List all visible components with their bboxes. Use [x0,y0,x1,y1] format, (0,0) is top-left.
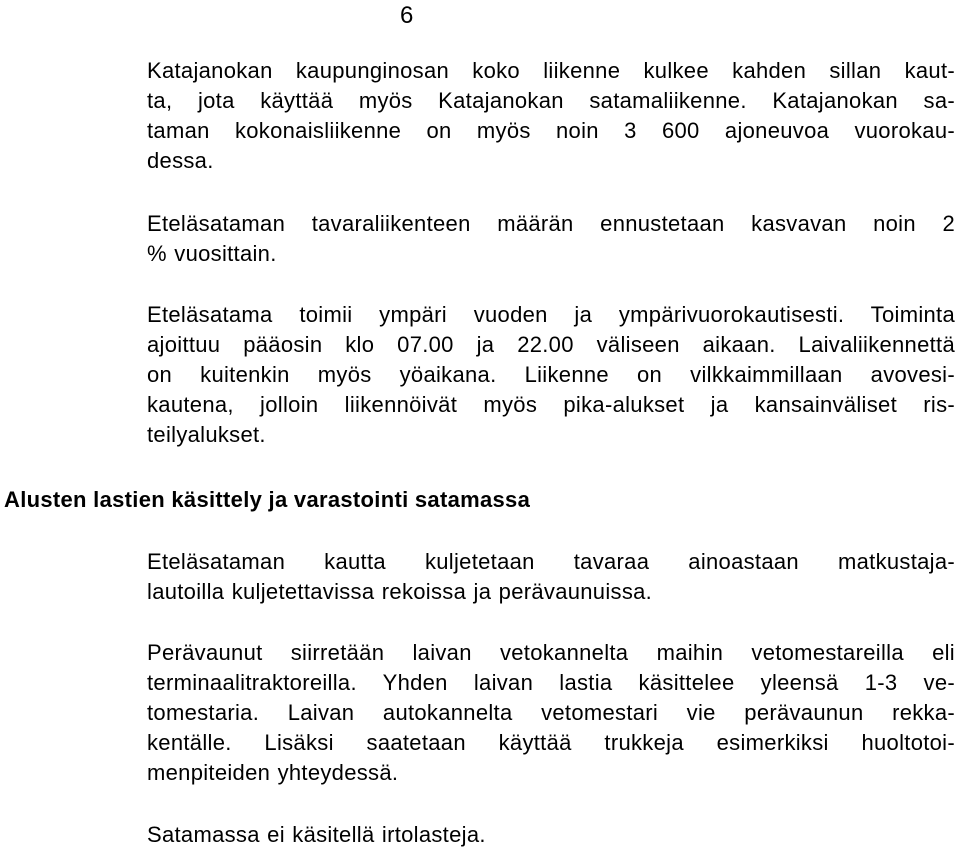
text-line: Satamassa ei käsitellä irtolasteja. [147,822,486,847]
text-line: ajoittuu pääosin klo 07.00 ja 22.00 väliseen aikaan. Laivaliikennettä [147,332,955,357]
text-line: on kuitenkin myös yöaikana. Liikenne on vilkkaimmillaan avovesi- [147,362,955,387]
paragraph-freight-forecast [147,209,955,269]
paragraph-operating-hours [147,300,955,450]
text-line: dessa. [147,148,214,173]
text-line: taman kokonaisliikenne on myös noin 3 600 ajoneuvoa vuorokau- [147,118,955,143]
text-line: % vuosittain. [147,241,277,266]
text-line: Eteläsataman tavaraliikenteen määrän ennustetaan kasvavan noin 2 [147,211,955,236]
text-line: Katajanokan kaupunginosan koko liikenne kulkee kahden sillan kaut- [147,58,955,83]
paragraph-bulk-cargo [147,820,486,850]
text-line: terminaalitraktoreilla. Yhden laivan lastia käsittelee yleensä 1-3 ve- [147,670,955,695]
section-heading: Alusten lastien käsittely ja varastointi satamassa [4,487,531,512]
text-line: menpiteiden yhteydessä. [147,760,399,785]
page-number: 6 [400,2,414,29]
text-line: Eteläsatama toimii ympäri vuoden ja ympärivuorokautisesti. Toiminta [147,302,955,327]
text-line: ta, jota käyttää myös Katajanokan satamaliikenne. Katajanokan sa- [147,88,955,113]
paragraph-trailer-handling [147,638,955,788]
text-line: Eteläsataman kautta kuljetetaan tavaraa ainoastaan matkustaja- [147,549,955,574]
text-line: kentälle. Lisäksi saatetaan käyttää trukkeja esimerkiksi huoltotoi- [147,730,955,755]
paragraph-katajanokka-traffic [147,56,955,176]
paragraph-cargo-transport [147,547,955,607]
text-line: teilyalukset. [147,422,266,447]
text-line: tomestaria. Laivan autokannelta vetomestari vie perävaunun rekka- [147,700,955,725]
text-line: Perävaunut siirretään laivan vetokannelta maihin vetomestareilla eli [147,640,955,665]
text-line: lautoilla kuljetettavissa rekoissa ja perävaunuissa. [147,579,653,604]
text-line: kautena, jolloin liikennöivät myös pika-alukset ja kansainväliset ris- [147,392,955,417]
